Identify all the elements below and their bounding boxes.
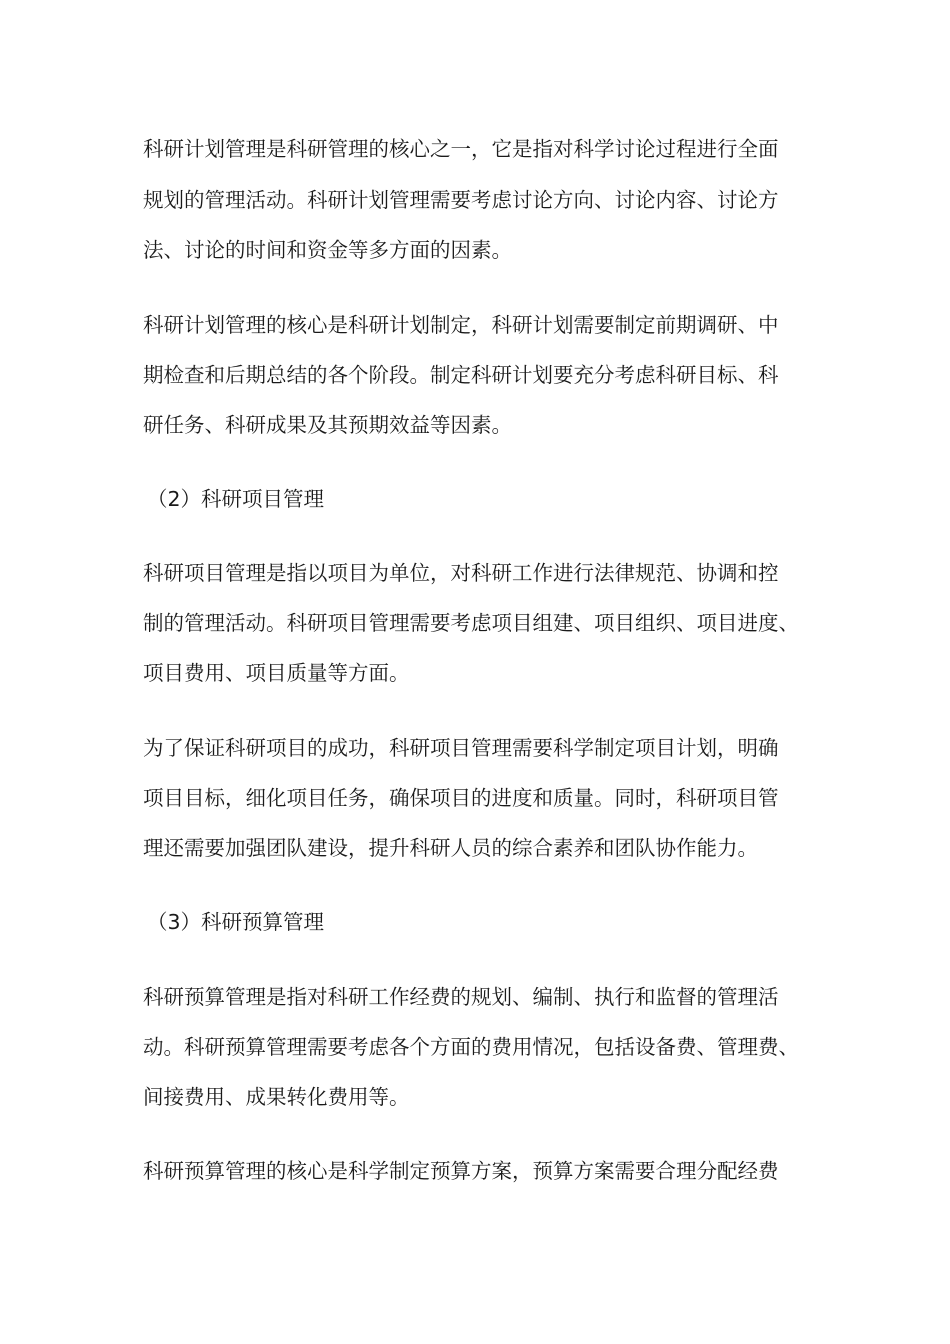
paragraph-2-line-2: 期检查和后期总结的各个阶段。制定科研计划要充分考虑科研目标、科 — [143, 363, 779, 387]
paragraph-4-line-3: 理还需要加强团队建设，提升科研人员的综合素养和团队协作能力。 — [143, 836, 758, 860]
paragraph-2-line-3: 研任务、科研成果及其预期效益等因素。 — [143, 413, 512, 437]
paragraph-4-line-2: 项目目标，细化项目任务，确保项目的进度和质量。同时，科研项目管 — [143, 786, 779, 810]
paragraph-5-line-1: 科研预算管理是指对科研工作经费的规划、编制、执行和监督的管理活 — [143, 985, 779, 1009]
paragraph-3-line-2: 制的管理活动。科研项目管理需要考虑项目组建、项目组织、项目进度、 — [143, 611, 799, 635]
section-heading-3: （3）科研预算管理 — [147, 910, 325, 934]
paragraph-1-line-1: 科研计划管理是科研管理的核心之一，它是指对科学讨论过程进行全面 — [143, 137, 779, 161]
paragraph-2-line-1: 科研计划管理的核心是科研计划制定，科研计划需要制定前期调研、中 — [143, 313, 779, 337]
paragraph-6-line-1: 科研预算管理的核心是科学制定预算方案，预算方案需要合理分配经费 — [143, 1159, 779, 1183]
section-heading-2: （2）科研项目管理 — [147, 487, 325, 511]
paragraph-1-line-3: 法、讨论的时间和资金等多方面的因素。 — [143, 238, 512, 262]
paragraph-5-line-3: 间接费用、成果转化费用等。 — [143, 1085, 410, 1109]
paragraph-1-line-2: 规划的管理活动。科研计划管理需要考虑讨论方向、讨论内容、讨论方 — [143, 188, 779, 212]
paragraph-3-line-1: 科研项目管理是指以项目为单位，对科研工作进行法律规范、协调和控 — [143, 561, 779, 585]
paragraph-5-line-2: 动。科研预算管理需要考虑各个方面的费用情况，包括设备费、管理费、 — [143, 1035, 799, 1059]
paragraph-3-line-3: 项目费用、项目质量等方面。 — [143, 661, 410, 685]
paragraph-4-line-1: 为了保证科研项目的成功，科研项目管理需要科学制定项目计划，明确 — [143, 736, 779, 760]
